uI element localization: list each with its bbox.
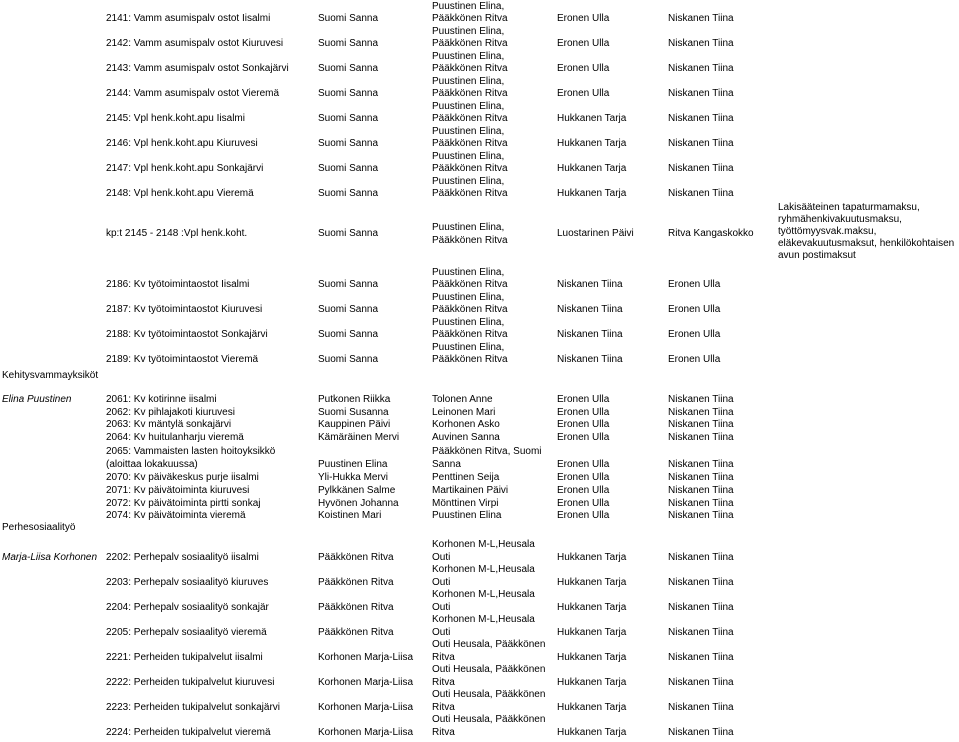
row-cell-code: 2063: Kv mäntylä sonkajärvi (106, 419, 232, 430)
row-cell-responsible: Pääkkönen Ritva (318, 577, 394, 588)
row-cell-code: 2188: Kv työtoimintaostot Sonkajärvi (106, 329, 268, 340)
row-cell-code: 2070: Kv päiväkeskus purje iisalmi (106, 472, 259, 483)
row-cell-col5: Niskanen Tiina (668, 407, 734, 418)
row-cell-approver-line2: Ritva (432, 677, 455, 688)
row-cell-approver-line1: Puustinen Elina, (432, 26, 505, 37)
row-cell-col5: Niskanen Tiina (668, 552, 734, 563)
section-person: Elina Puustinen (2, 394, 72, 405)
row-cell-code: 2145: Vpl henk.koht.apu Iisalmi (106, 113, 245, 124)
row-cell-col4: Eronen Ulla (557, 498, 610, 509)
row-cell-code: 2221: Perheiden tukipalvelut iisalmi (106, 652, 263, 663)
row-cell-code: 2205: Perhepalv sosiaalityö vieremä (106, 627, 267, 638)
row-cell-responsible: Pääkkönen Ritva (318, 602, 394, 613)
row-cell-col5: Niskanen Tiina (668, 472, 734, 483)
row-cell-code: 2143: Vamm asumispalv ostot Sonkajärvi (106, 63, 289, 74)
row-cell-approver-line1: Korhonen M-L,Heusala (432, 589, 535, 600)
row-cell-code: 2148: Vpl henk.koht.apu Vieremä (106, 188, 254, 199)
row-cell-approver-line1: Outi Heusala, Pääkkönen (432, 664, 546, 675)
row-cell-responsible: Korhonen Marja-Liisa (318, 652, 414, 663)
row-cell-approver-line1: Puustinen Elina, (432, 126, 505, 137)
side-note: Lakisääteinen tapaturmamaksu, ryhmähenkivakuutusmaksu, työttömyysvak.maksu, eläkevakuutusmaksut, henkilökohtaisen avun postimaksut (778, 202, 955, 261)
row-cell-code: 2204: Perhepalv sosiaalityö sonkajär (106, 602, 269, 613)
row-cell-responsible: Suomi Sanna (318, 138, 379, 149)
row-cell-col5: Ritva Kangaskokko (668, 228, 754, 239)
row-cell-responsible: Puustinen Elina (318, 459, 388, 470)
row-cell-col4: Niskanen Tiina (557, 329, 623, 340)
row-cell-approver-line1: Puustinen Elina, (432, 101, 505, 112)
row-cell-col5: Niskanen Tiina (668, 727, 734, 738)
row-cell-approver-line2: Pääkkönen Ritva (432, 138, 508, 149)
row-cell-responsible: Korhonen Marja-Liisa (318, 727, 414, 738)
row-cell-approver: Korhonen Asko (432, 419, 500, 430)
row-cell-responsible: Korhonen Marja-Liisa (318, 702, 414, 713)
row-cell-responsible: Suomi Sanna (318, 38, 379, 49)
row-cell-col4: Eronen Ulla (557, 485, 610, 496)
row-cell-approver-line2: Pääkkönen Ritva (432, 235, 508, 246)
row-cell-code: kp:t 2145 - 2148 :Vpl henk.koht. (106, 228, 248, 239)
row-cell-responsible: Suomi Sanna (318, 88, 379, 99)
row-cell-responsible: Suomi Sanna (318, 63, 379, 74)
row-cell-col4: Eronen Ulla (557, 407, 610, 418)
row-cell-col4: Eronen Ulla (557, 13, 610, 24)
row-cell-col4: Hukkanen Tarja (557, 677, 627, 688)
row-cell-responsible: Suomi Susanna (318, 407, 389, 418)
row-cell-col4: Eronen Ulla (557, 472, 610, 483)
row-cell-col4: Hukkanen Tarja (557, 577, 627, 588)
row-cell-code: 2142: Vamm asumispalv ostot Kiuruvesi (106, 38, 284, 49)
row-cell-col5: Eronen Ulla (668, 354, 721, 365)
row-cell-approver-line1: Puustinen Elina, (432, 76, 505, 87)
row-cell-code: 2144: Vamm asumispalv ostot Vieremä (106, 88, 280, 99)
row-cell-code-line2: (aloittaa lokakuussa) (106, 459, 198, 470)
row-cell-col5: Niskanen Tiina (668, 652, 734, 663)
row-cell-code: 2147: Vpl henk.koht.apu Sonkajärvi (106, 163, 264, 174)
row-cell-col4: Niskanen Tiina (557, 279, 623, 290)
row-cell-approver-line1: Puustinen Elina, (432, 267, 505, 278)
row-cell-col4: Eronen Ulla (557, 432, 610, 443)
row-cell-approver-line2: Outi (432, 627, 451, 638)
row-cell-col5: Niskanen Tiina (668, 13, 734, 24)
row-cell-responsible: Suomi Sanna (318, 113, 379, 124)
row-cell-approver-line1: Puustinen Elina, (432, 292, 505, 303)
row-cell-col4: Hukkanen Tarja (557, 652, 627, 663)
row-cell-approver-line2: Pääkkönen Ritva (432, 163, 508, 174)
row-cell-col5: Niskanen Tiina (668, 510, 734, 521)
section-label-kehitysvammayksikot: Kehitysvammayksiköt (2, 370, 99, 381)
row-cell-responsible: Suomi Sanna (318, 228, 379, 239)
row-cell-approver: Auvinen Sanna (432, 432, 500, 443)
row-cell-code: 2062: Kv pihlajakoti kiuruvesi (106, 407, 235, 418)
row-cell-approver-line2: Pääkkönen Ritva (432, 279, 508, 290)
row-cell-col5: Niskanen Tiina (668, 459, 734, 470)
row-cell-approver-line2: Outi (432, 602, 451, 613)
row-cell-col5: Niskanen Tiina (668, 63, 734, 74)
row-cell-col4: Eronen Ulla (557, 63, 610, 74)
row-cell-approver-line2: Pääkkönen Ritva (432, 38, 508, 49)
row-cell-approver-line2: Pääkkönen Ritva (432, 329, 508, 340)
row-cell-col4: Hukkanen Tarja (557, 113, 627, 124)
row-cell-col4: Hukkanen Tarja (557, 188, 627, 199)
row-cell-code: 2203: Perhepalv sosiaalityö kiuruves (106, 577, 269, 588)
row-cell-responsible: Koistinen Mari (318, 510, 382, 521)
row-cell-col5: Niskanen Tiina (668, 577, 734, 588)
row-cell-col4: Hukkanen Tarja (557, 727, 627, 738)
row-cell-col5: Niskanen Tiina (668, 702, 734, 713)
row-cell-approver-line2: Pääkkönen Ritva (432, 13, 508, 24)
row-cell-approver: Penttinen Seija (432, 472, 500, 483)
row-cell-col5: Niskanen Tiina (668, 419, 734, 430)
row-cell-approver: Puustinen Elina (432, 510, 502, 521)
row-cell-col5: Eronen Ulla (668, 279, 721, 290)
row-cell-approver-line2: Outi (432, 577, 451, 588)
row-cell-col4: Eronen Ulla (557, 459, 610, 470)
row-cell-col5: Niskanen Tiina (668, 38, 734, 49)
row-cell-responsible: Suomi Sanna (318, 279, 379, 290)
row-cell-col4: Hukkanen Tarja (557, 163, 627, 174)
row-cell-code: 2222: Perheiden tukipalvelut kiuruvesi (106, 677, 275, 688)
row-cell-approver-line1: Outi Heusala, Pääkkönen (432, 689, 546, 700)
row-cell-col5: Niskanen Tiina (668, 432, 734, 443)
row-cell-approver-line2: Pääkkönen Ritva (432, 88, 508, 99)
row-cell-col5: Niskanen Tiina (668, 188, 734, 199)
row-cell-code: 2224: Perheiden tukipalvelut vieremä (106, 727, 271, 738)
row-cell-approver-line1: Outi Heusala, Pääkkönen (432, 639, 546, 650)
row-cell-col5: Niskanen Tiina (668, 627, 734, 638)
row-cell-code: 2223: Perheiden tukipalvelut sonkajärvi (106, 702, 280, 713)
row-cell-col4: Luostarinen Päivi (557, 228, 634, 239)
row-cell-approver-line1: Korhonen M-L,Heusala (432, 564, 535, 575)
row-cell-col5: Niskanen Tiina (668, 163, 734, 174)
row-cell-code: 2074: Kv päivätoiminta vieremä (106, 510, 246, 521)
row-cell-responsible: Hyvönen Johanna (318, 498, 399, 509)
row-cell-col4: Niskanen Tiina (557, 304, 623, 315)
row-cell-col4: Eronen Ulla (557, 38, 610, 49)
row-cell-col5: Niskanen Tiina (668, 485, 734, 496)
row-cell-col5: Niskanen Tiina (668, 498, 734, 509)
row-cell-responsible: Korhonen Marja-Liisa (318, 677, 414, 688)
row-cell-approver-line1: Puustinen Elina, (432, 1, 505, 12)
row-cell-approver-line2: Ritva (432, 702, 455, 713)
row-cell-approver-line1: Puustinen Elina, (432, 342, 505, 353)
row-cell-responsible: Pääkkönen Ritva (318, 627, 394, 638)
row-cell-code: 2064: Kv huitulanharju vieremä (106, 432, 244, 443)
section-person: Marja-Liisa Korhonen (2, 552, 98, 563)
row-cell-code: 2202: Perhepalv sosiaalityö iisalmi (106, 552, 259, 563)
row-cell-col5: Niskanen Tiina (668, 88, 734, 99)
row-cell-approver-line1: Korhonen M-L,Heusala (432, 614, 535, 625)
row-cell-code-line1: 2065: Vammaisten lasten hoitoyksikkö (106, 446, 276, 457)
row-cell-col5: Eronen Ulla (668, 304, 721, 315)
row-cell-approver-line2: Pääkkönen Ritva (432, 188, 508, 199)
row-cell-col5: Niskanen Tiina (668, 138, 734, 149)
section-label-perhesosiaalityo: Perhesosiaalityö (2, 522, 76, 533)
row-cell-code: 2141: Vamm asumispalv ostot Iisalmi (106, 13, 271, 24)
row-cell-approver-line2: Ritva (432, 727, 455, 738)
row-cell-col4: Hukkanen Tarja (557, 627, 627, 638)
row-cell-approver-line2: Sanna (432, 459, 461, 470)
row-cell-responsible: Suomi Sanna (318, 304, 379, 315)
row-cell-responsible: Yli-Hukka Mervi (318, 472, 389, 483)
row-cell-approver-line1: Pääkkönen Ritva, Suomi (432, 446, 542, 457)
row-cell-approver-line1: Puustinen Elina, (432, 317, 505, 328)
row-cell-approver-line1: Outi Heusala, Pääkkönen (432, 714, 546, 725)
row-cell-col4: Hukkanen Tarja (557, 552, 627, 563)
row-cell-col4: Hukkanen Tarja (557, 702, 627, 713)
row-cell-code: 2187: Kv työtoimintaostot Kiuruvesi (106, 304, 263, 315)
row-cell-code: 2061: Kv kotirinne iisalmi (106, 394, 217, 405)
row-cell-code: 2189: Kv työtoimintaostot Vieremä (106, 354, 259, 365)
row-cell-col4: Eronen Ulla (557, 394, 610, 405)
row-cell-code: 2072: Kv päivätoiminta pirtti sonkaj (106, 498, 261, 509)
row-cell-col4: Eronen Ulla (557, 510, 610, 521)
row-cell-approver-line1: Korhonen M-L,Heusala (432, 539, 535, 550)
row-cell-responsible: Suomi Sanna (318, 354, 379, 365)
row-cell-approver: Mönttinen Virpi (432, 498, 499, 509)
row-cell-col5: Niskanen Tiina (668, 677, 734, 688)
row-cell-approver-line2: Ritva (432, 652, 455, 663)
row-cell-col5: Niskanen Tiina (668, 113, 734, 124)
row-cell-col4: Hukkanen Tarja (557, 138, 627, 149)
row-cell-approver-line1: Puustinen Elina, (432, 51, 505, 62)
row-cell-col4: Niskanen Tiina (557, 354, 623, 365)
row-cell-approver: Martikainen Päivi (432, 485, 509, 496)
row-cell-responsible: Suomi Sanna (318, 188, 379, 199)
row-cell-col5: Niskanen Tiina (668, 602, 734, 613)
row-cell-responsible: Suomi Sanna (318, 163, 379, 174)
row-cell-approver: Tolonen Anne (432, 394, 493, 405)
row-cell-approver-line1: Puustinen Elina, (432, 151, 505, 162)
row-cell-approver-line2: Pääkkönen Ritva (432, 354, 508, 365)
row-cell-approver-line2: Outi (432, 552, 451, 563)
row-cell-approver: Leinonen Mari (432, 407, 496, 418)
row-cell-responsible: Suomi Sanna (318, 13, 379, 24)
row-cell-approver-line2: Pääkkönen Ritva (432, 63, 508, 74)
row-cell-responsible: Suomi Sanna (318, 329, 379, 340)
row-cell-approver-line1: Puustinen Elina, (432, 222, 505, 233)
row-cell-code: 2071: Kv päivätoiminta kiuruvesi (106, 485, 250, 496)
row-cell-col4: Eronen Ulla (557, 419, 610, 430)
row-cell-code: 2146: Vpl henk.koht.apu Kiuruvesi (106, 138, 258, 149)
row-cell-col5: Niskanen Tiina (668, 394, 734, 405)
row-cell-responsible: Pääkkönen Ritva (318, 552, 394, 563)
row-cell-responsible: Putkonen Riikka (318, 394, 391, 405)
row-cell-code: 2186: Kv työtoimintaostot Iisalmi (106, 279, 250, 290)
row-cell-approver-line2: Pääkkönen Ritva (432, 304, 508, 315)
row-cell-responsible: Pylkkänen Salme (318, 485, 396, 496)
row-cell-approver-line2: Pääkkönen Ritva (432, 113, 508, 124)
row-cell-responsible: Kämäräinen Mervi (318, 432, 400, 443)
row-cell-col5: Eronen Ulla (668, 329, 721, 340)
row-cell-col4: Hukkanen Tarja (557, 602, 627, 613)
row-cell-responsible: Kauppinen Päivi (318, 419, 391, 430)
row-cell-approver-line1: Puustinen Elina, (432, 176, 505, 187)
row-cell-col4: Eronen Ulla (557, 88, 610, 99)
